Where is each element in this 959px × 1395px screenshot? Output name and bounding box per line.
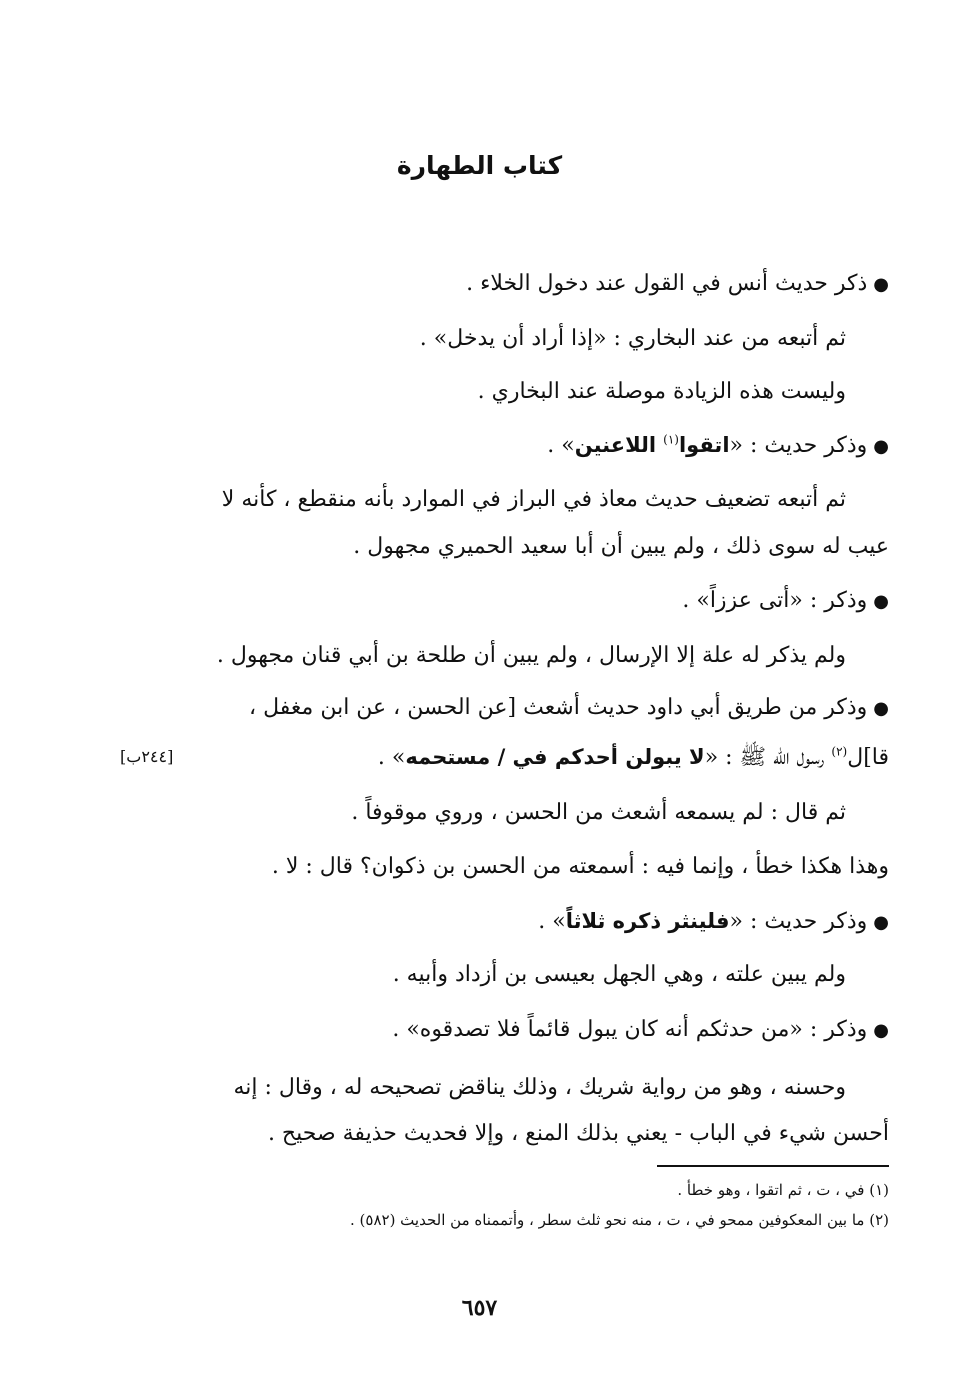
footnote-divider <box>657 1165 889 1167</box>
bullet-icon: ● <box>873 698 889 719</box>
text-line-8: ولم يذكر له علة إلا الإرسال ، ولم يبين أن طلحة بن أبي قنان مجهول . <box>216 643 846 668</box>
bullet-icon: ● <box>873 274 889 295</box>
bullet-icon: ● <box>873 912 889 933</box>
hadith-quote-bold: اللاعنين <box>574 433 657 457</box>
text-span: وذكر : «من حدثكم أنه كان يبول قائماً فلا تصدقوه» . <box>392 1017 868 1042</box>
footnote-2: (٢) ما بين المعكوفين ممحو في ، ت ، منه نحو ثلث سطر ، وأتممناه من الحديث (٥٨٢) . <box>350 1211 889 1229</box>
text-line-2: ثم أتبعه من عند البخاري : «إذا أراد أن يدخل» . <box>419 326 846 351</box>
text-line-12: وهذا هكذا خطأ ، وإنما فيه : أسمعته من الحسن بن ذكوان؟ قال : لا . <box>271 854 889 879</box>
text-span: قا]ل <box>847 745 889 770</box>
bullet-icon: ● <box>873 1020 889 1041</box>
text-span: ذكر حديث أنس في القول عند دخول الخلاء . <box>466 271 868 296</box>
hadith-quote-bold: اتقوا <box>678 433 730 457</box>
text-line-15 <box>69 1010 889 1051</box>
text-span: » . <box>538 909 566 934</box>
text-line-1 <box>69 264 889 305</box>
text-line-14: ولم يبين علته ، وهي الجهل بعيسى بن أزداد وأبيه . <box>392 962 846 987</box>
manuscript-folio-ref: [٢٤٤ب] <box>120 747 174 766</box>
footnote-ref: (٢) <box>831 744 848 759</box>
text-span: وذكر من طريق أبي داود حديث أشعث [عن الحسن ، عن ابن مغفل ، <box>249 695 868 720</box>
text-line-13 <box>69 901 889 943</box>
hadith-quote-bold: فلينثر ذكره ثلاثاً <box>565 909 730 933</box>
text-line-16: وحسنه ، وهو من رواية شريك ، وذلك يناقض تصحيحه له ، وقال : إنه <box>233 1075 846 1100</box>
footnote-ref: (١) <box>663 432 679 447</box>
text-line-10 <box>69 737 889 778</box>
text-line-6: عيب له سوى ذلك ، ولم يبين أن أبا سعيد الحميري مجهول . <box>353 534 889 559</box>
text-span: » . <box>377 745 406 770</box>
footnote-1: (١) في ، ت ، ثم اتقوا ، وهو خطأ . <box>677 1181 889 1199</box>
page-title: كتاب الطهارة <box>396 151 563 180</box>
text-line-3: وليست هذه الزيادة موصلة عند البخاري . <box>477 379 846 404</box>
text-line-4 <box>69 425 889 467</box>
text-span: رسول الله ﷺ : « <box>704 745 832 770</box>
text-line-17: أحسن شيء في الباب - يعني بذلك المنع ، وإلا فحديث حذيفة صحيح . <box>267 1121 889 1146</box>
text-span: وذكر حديث : « <box>729 433 868 458</box>
text-span: وذكر حديث : « <box>729 909 868 934</box>
text-span: » . <box>547 433 575 458</box>
bullet-icon: ● <box>873 591 889 612</box>
text-line-5: ثم أتبعه تضعيف حديث معاذ في البراز في الموارد بأنه منقطع ، كأنه لا <box>221 487 846 512</box>
text-line-11: ثم قال : لم يسمعه أشعث من الحسن ، وروي موقوفاً . <box>351 800 846 825</box>
hadith-quote-bold: لا يبولن أحدكم في / مستحمه <box>405 745 705 769</box>
text-span: وذكر : «أتى عززاً» . <box>682 588 868 613</box>
text-line-9 <box>69 688 889 729</box>
bullet-icon: ● <box>873 436 889 457</box>
text-line-7 <box>69 581 889 622</box>
page-number: ٦٥٧ <box>461 1295 498 1321</box>
